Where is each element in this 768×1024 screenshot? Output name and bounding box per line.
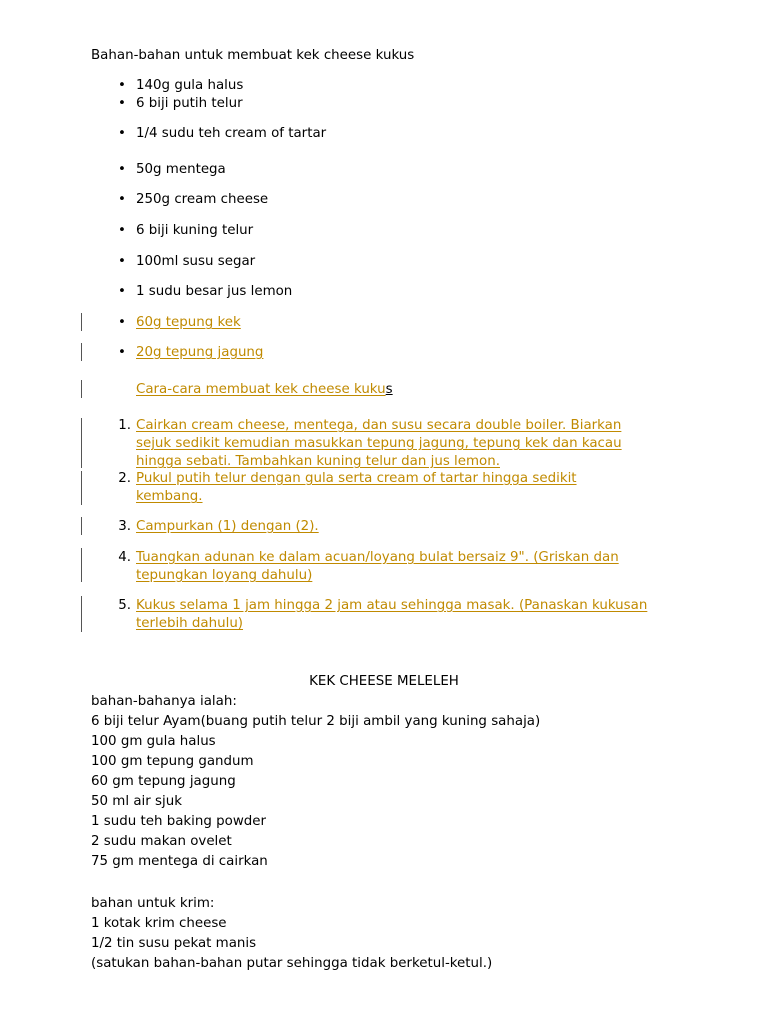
ingredient-text: 6 biji kuning telur <box>136 223 254 238</box>
method-step <box>118 518 696 536</box>
method-heading[interactable] <box>136 381 393 399</box>
ingredient-item <box>118 161 226 179</box>
recipe-line: 1/2 tin susu pekat manis <box>91 936 257 951</box>
recipe-line: 2 sudu makan ovelet <box>91 834 232 849</box>
step-line[interactable]: kembang. <box>136 489 203 504</box>
method-step <box>118 549 696 585</box>
ingredient-item <box>118 77 244 95</box>
cream-lines <box>91 895 492 975</box>
bullet-icon: • <box>118 96 126 111</box>
method-heading-tail: s <box>385 382 393 397</box>
ingredient-item <box>118 344 264 362</box>
bullet-icon: • <box>118 345 126 360</box>
recipe-line: 6 biji telur Ayam(buang putih telur 2 biji ambil yang kuning sahaja) <box>91 714 541 729</box>
revision-bar <box>81 548 82 582</box>
bullet-icon: • <box>118 223 126 238</box>
revision-bar <box>81 380 82 398</box>
method-step <box>118 597 696 633</box>
step-line[interactable]: tepungkan loyang dahulu) <box>136 568 313 583</box>
recipe-line: 100 gm gula halus <box>91 734 216 749</box>
recipe-line: 1 sudu teh baking powder <box>91 814 267 829</box>
ingredient-text: 50g mentega <box>136 162 226 177</box>
recipe-line: (satukan bahan-bahan putar sehingga tidak berketul-ketul.) <box>91 956 493 971</box>
step-number: 1. <box>118 418 131 433</box>
ingredient-item <box>118 191 269 209</box>
ingredient-text: 1 sudu besar jus lemon <box>136 284 293 299</box>
ingredient-text: 250g cream cheese <box>136 192 269 207</box>
ingredient-item <box>118 253 256 271</box>
step-number: 2. <box>118 471 131 486</box>
step-line[interactable]: hingga sebati. Tambahkan kuning telur dan jus lemon. <box>136 454 500 469</box>
bullet-icon: • <box>118 162 126 177</box>
method-heading-text: Cara-cara membuat kek cheese kuku <box>136 382 386 397</box>
step-number: 5. <box>118 598 131 613</box>
revision-bar <box>81 418 82 468</box>
recipe-line: bahan untuk krim: <box>91 896 215 911</box>
step-line[interactable]: terlebih dahulu) <box>136 616 244 631</box>
recipe-line: 50 ml air sjuk <box>91 794 182 809</box>
ingredient-text-highlighted[interactable]: 60g tepung kek <box>136 315 241 330</box>
bullet-icon: • <box>118 126 126 141</box>
revision-bar <box>81 471 82 505</box>
step-line[interactable]: Campurkan (1) dengan (2). <box>136 519 319 534</box>
ingredient-item <box>118 283 293 301</box>
revision-bar <box>81 517 82 535</box>
ingredient-text-highlighted[interactable]: 20g tepung jagung <box>136 345 264 360</box>
ingredient-item <box>118 125 327 143</box>
step-line[interactable]: Kukus selama 1 jam hingga 2 jam atau sehingga masak. (Panaskan kukusan <box>136 598 648 613</box>
ingredient-text: 100ml susu segar <box>136 254 256 269</box>
step-number: 3. <box>118 519 131 534</box>
bullet-icon: • <box>118 284 126 299</box>
recipe-line: 1 kotak krim cheese <box>91 916 227 931</box>
step-line[interactable]: sejuk sedikit kemudian masukkan tepung jagung, tepung kek dan kacau <box>136 436 622 451</box>
ingredient-text: 140g gula halus <box>136 78 244 93</box>
recipe-lines <box>91 693 540 873</box>
method-step <box>118 470 696 506</box>
step-line[interactable]: Tuangkan adunan ke dalam acuan/loyang bulat bersaiz 9". (Griskan dan <box>136 550 619 565</box>
step-line[interactable]: Pukul putih telur dengan gula serta cream of tartar hingga sedikit <box>136 471 577 486</box>
recipe-line: bahan-bahanya ialah: <box>91 694 237 709</box>
section-title: KEK CHEESE MELELEH <box>309 674 459 689</box>
ingredient-text: 6 biji putih telur <box>136 96 243 111</box>
bullet-icon: • <box>118 78 126 93</box>
ingredient-item <box>118 95 243 113</box>
ingredient-item <box>118 222 254 240</box>
recipe-line: 60 gm tepung jagung <box>91 774 236 789</box>
revision-bar <box>81 596 82 632</box>
recipe-line: 100 gm tepung gandum <box>91 754 254 769</box>
step-line[interactable]: Cairkan cream cheese, mentega, dan susu secara double boiler. Biarkan <box>136 418 622 433</box>
bullet-icon: • <box>118 315 126 330</box>
ingredients-heading: Bahan-bahan untuk membuat kek cheese kukus <box>91 48 415 63</box>
revision-bar <box>81 313 82 331</box>
method-step <box>118 417 696 471</box>
step-number: 4. <box>118 550 131 565</box>
revision-bar <box>81 343 82 361</box>
recipe-line: 75 gm mentega di cairkan <box>91 854 268 869</box>
bullet-icon: • <box>118 192 126 207</box>
bullet-icon: • <box>118 254 126 269</box>
ingredient-text: 1/4 sudu teh cream of tartar <box>136 126 327 141</box>
ingredient-item <box>118 314 241 332</box>
